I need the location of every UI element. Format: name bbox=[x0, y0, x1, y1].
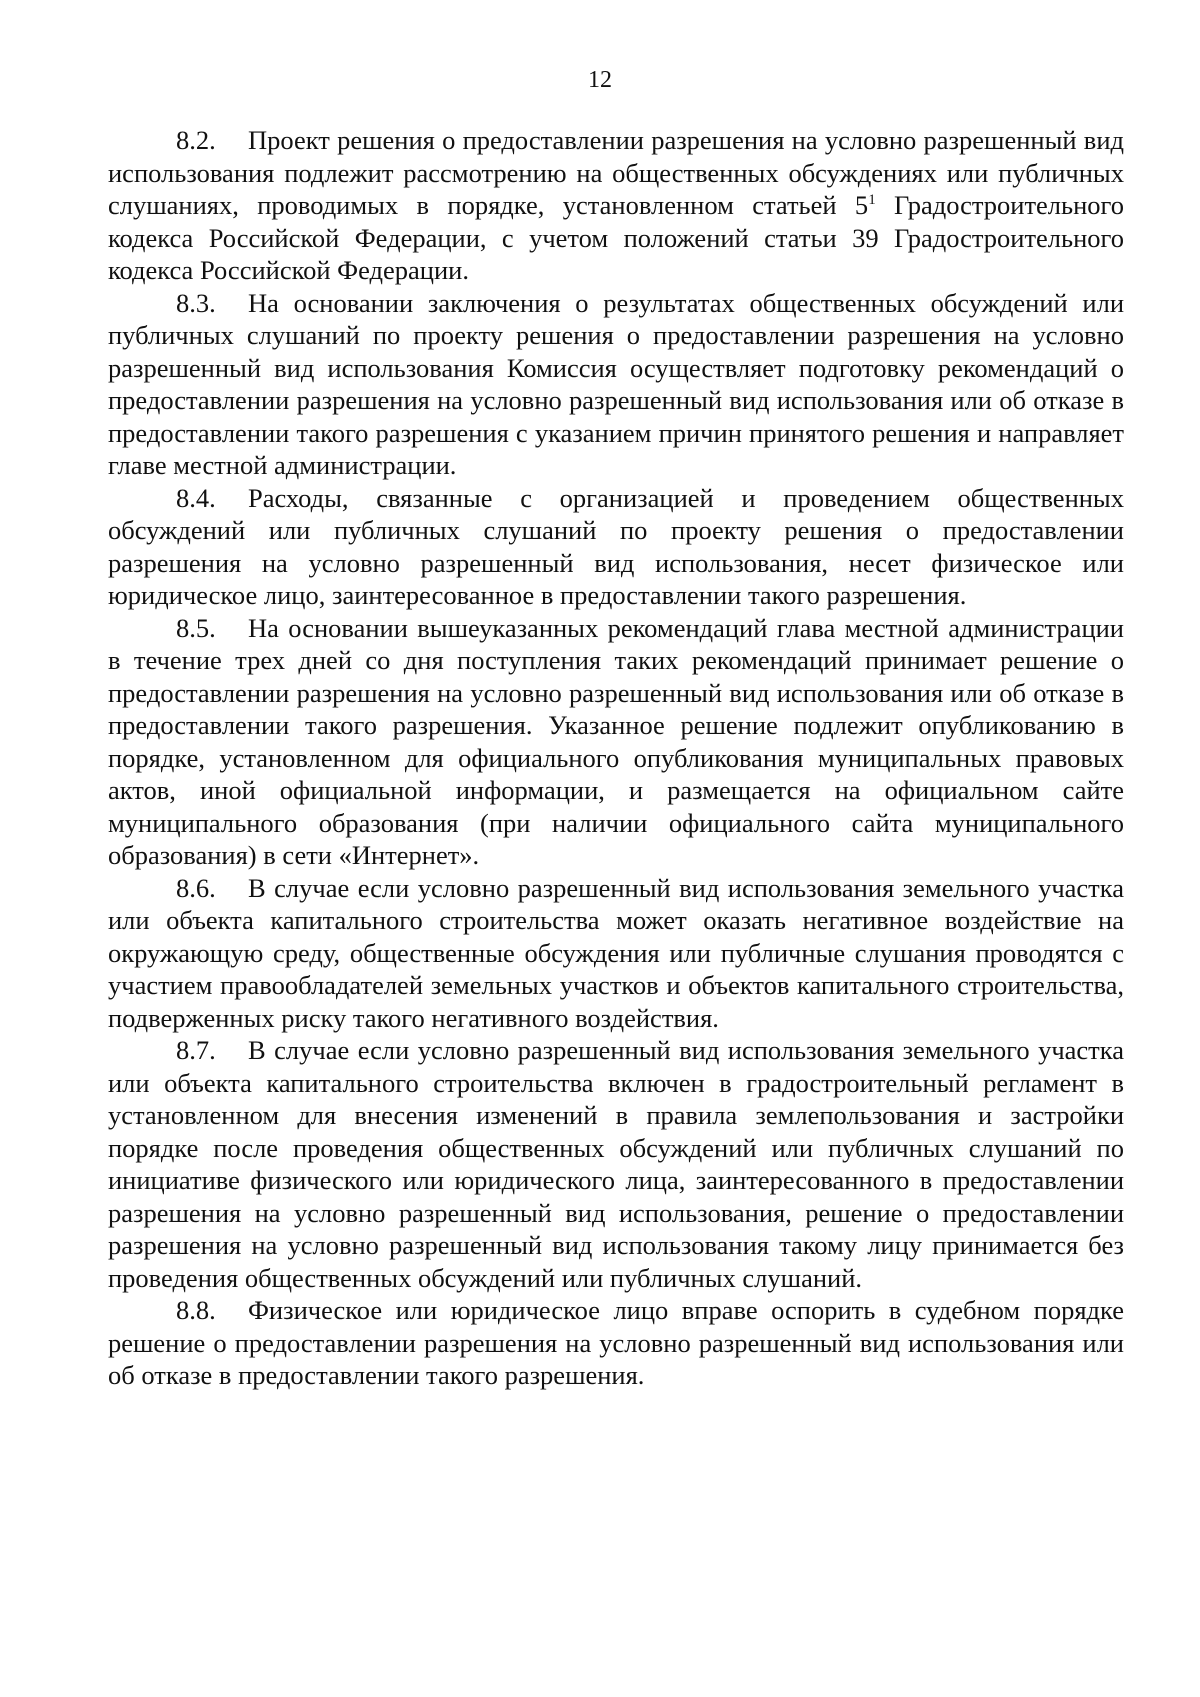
paragraph-text: Проект решения о предоставлении разрешения на условно разрешенный вид использования подлежит рассмотрению на общественных обсуждениях или публичных слушаниях, проводимых в порядке, установленном статьей 5 bbox=[108, 125, 1124, 220]
paragraph-8-3 bbox=[108, 287, 1124, 482]
paragraph-8-7 bbox=[108, 1034, 1124, 1294]
paragraph-number: 8.5. bbox=[176, 612, 216, 643]
superscript: 1 bbox=[868, 192, 876, 209]
paragraph-text-continued: Градостроительного кодекса Российской Федерации, с учетом положений статьи 39 Градостроительного кодекса Российской Федерации. bbox=[108, 190, 1124, 285]
paragraph-text: В случае если условно разрешенный вид использования земельного участка или объекта капитального строительства может оказать негативное воздействие на окружающую среду, общественные обсуждения или публичные слушания проводятся с участием правообладателей земельных участков и объектов капитального строительства, подверженных риску такого негативного воздействия. bbox=[108, 872, 1124, 1033]
paragraph-text: Физическое или юридическое лицо вправе оспорить в судебном порядке решение о предоставлении разрешения на условно разрешенный вид использования или об отказе в предоставлении такого разрешения. bbox=[108, 1295, 1124, 1390]
paragraph-text: На основании заключения о результатах общественных обсуждений или публичных слушаний по проекту решения о предоставлении разрешения на условно разрешенный вид использования Комиссия осуществляет подготовку рекомендаций о предоставлении разрешения на условно разрешенный вид использования или об отказе в предоставлении такого разрешения с указанием причин принятого решения и направляет главе местной администрации. bbox=[108, 287, 1124, 480]
paragraph-8-8 bbox=[108, 1294, 1124, 1392]
paragraph-8-5 bbox=[108, 612, 1124, 872]
paragraph-text: Расходы, связанные с организацией и проведением общественных обсуждений или публичных слушаний по проекту решения о предоставлении разрешения на условно разрешенный вид использования, несет физическое или юридическое лицо, заинтересованное в предоставлении такого разрешения. bbox=[108, 482, 1124, 610]
paragraph-text: В случае если условно разрешенный вид использования земельного участка или объекта капитального строительства включен в градостроительный регламент в установленном для внесения изменений в правила землепользования и застройки порядке после проведения общественных обсуждений или публичных слушаний по инициативе физического или юридического лица, заинтересованного в предоставлении разрешения на условно разрешенный вид использования, решение о предоставлении разрешения на условно разрешенный вид использования такому лицу принимается без проведения общественных обсуждений или публичных слушаний. bbox=[108, 1035, 1124, 1293]
page-number: 12 bbox=[588, 67, 612, 93]
document-body bbox=[108, 124, 1124, 1392]
paragraph-number: 8.6. bbox=[176, 872, 216, 903]
paragraph-8-4 bbox=[108, 482, 1124, 612]
paragraph-number: 8.3. bbox=[176, 287, 216, 318]
paragraph-8-2 bbox=[108, 124, 1124, 287]
paragraph-8-6 bbox=[108, 872, 1124, 1035]
paragraph-number: 8.8. bbox=[176, 1295, 216, 1325]
paragraph-number: 8.4. bbox=[176, 482, 216, 513]
paragraph-text: На основании вышеуказанных рекомендаций глава местной администрации в течение трех дней со дня поступления таких рекомендаций принимает решение о предоставлении разрешения на условно разрешенный вид использования или об отказе в предоставлении такого разрешения. Указанное решение подлежит опубликованию в порядке, установленном для официального опубликования муниципальных правовых актов, иной официальной информации, и размещается на официальном сайте муниципального образования (при наличии официального сайта муниципального образования) в сети «Интернет». bbox=[108, 612, 1124, 870]
paragraph-number: 8.2. bbox=[176, 125, 216, 155]
paragraph-number: 8.7. bbox=[176, 1035, 216, 1065]
